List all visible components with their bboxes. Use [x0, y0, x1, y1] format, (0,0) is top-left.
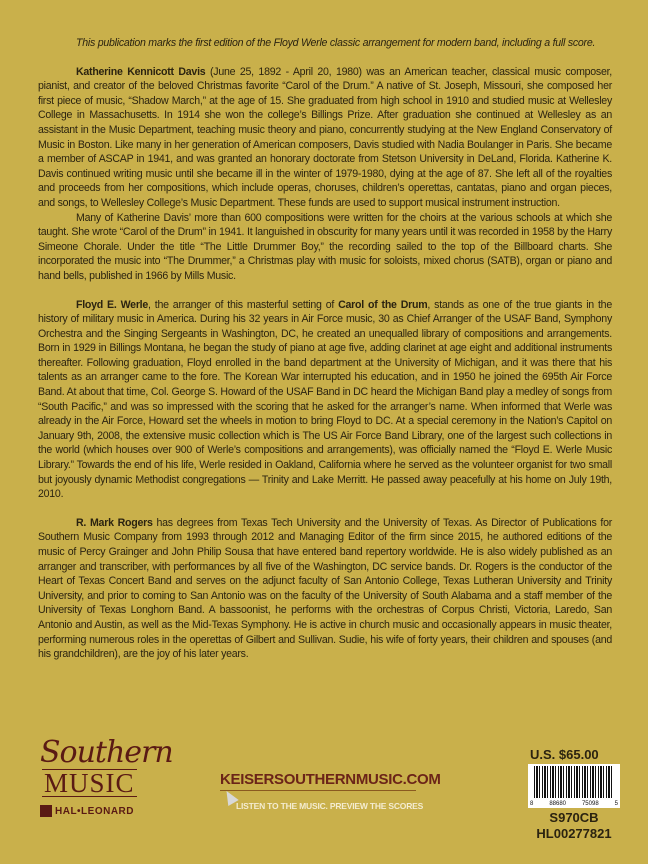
website-link[interactable]: KEISERSOUTHERNMUSIC.COM: [220, 771, 416, 791]
davis-bio-text: (June 25, 1892 - April 20, 1980) was an American teacher, classical music composer, pianist, and creator of the beloved Christmas favorite “Carol of the Drum.” A native of St. Joseph, Missouri, she composed her first piece of music, “Shadow March,” at the age of 15. She graduated from high school in 1910 and studied music at Wellesley College in Massachusetts. In 1914 she won the college’s Billings Prize. After graduation she continued at Wellesley as an assistant in the Music Department, teaching music theory and piano, concurrently studying at the New England Conservatory of Music in Boston. Like many in her generation of American composers, Davis studied with Nadia Boulanger in Paris. She became a member of ASCAP in 1941, and was granted an honorary doctorate from Stetson University in DeLand, Florida. Katherine K. Davis continued writing music until she became ill in the winter of 1979-1980, dying at the age of 87. She left all of the royalties and proceeds from her compositions, which include operas, choruses, children’s operettas, cantatas, piano and organ pieces, and songs, to Wellesley College’s Music Department. These funds are used to support musical instrument instruction.: [38, 65, 612, 209]
work-title: Carol of the Drum: [338, 298, 428, 311]
intro-note: This publication marks the first edition of the Floyd Werle classic arrangement for modern band, including a full score.: [76, 37, 596, 49]
logo-hal: HAL•LEONARD: [55, 805, 134, 817]
barcode-digit: 88680: [549, 801, 566, 807]
catalog-number: S970CB: [549, 810, 599, 825]
southern-music-logo: [38, 735, 173, 825]
werle-name: Floyd E. Werle: [76, 298, 149, 311]
davis-bio-2: Many of Katherine Davis’ more than 600 compositions were written for the choirs at the various schools at which she taught. She wrote “Carol of the Drum” in 1941. It languished in obscurity for many years until it was recorded in 1958 by the Harry Simeone Chorale. Under the title “The Little Drummer Boy,” the recording sailed to the top of the Billboard charts. She incorporated the music into “The Drummer,” a Christmas play with music for soloists, mixed chorus (SATB), organ or piano and hand bells, published in 1966 by Mills Music.: [38, 211, 612, 282]
barcode-digit: 5: [614, 801, 618, 807]
tagline: LISTEN TO THE MUSIC. PREVIEW THE SCORES: [236, 801, 424, 811]
price: U.S. $65.00: [530, 747, 599, 762]
rogers-bio: [38, 516, 612, 662]
barcode-bars: [534, 766, 614, 798]
rogers-name: R. Mark Rogers: [76, 516, 153, 529]
logo-southern: Southern: [40, 735, 173, 770]
barcode-number: [530, 801, 618, 807]
hl-number: HL00277821: [536, 826, 612, 841]
davis-bio: [38, 65, 612, 211]
rogers-bio-text: has degrees from Texas Tech University and the University of Texas. As Director of Publications for Southern Music Company from 1993 through 2012 and Managing Editor of the firm since 2015, he authored editions of the music of Percy Grainger and John Philip Sousa that have entered band repertory worldwide. He is also widely published as an arranger and transcriber, with performances by all five of the Washington, DC service bands. Dr. Rogers is the conductor of the Heart of Texas Concert Band and serves on the adjunct faculty of San Antonio College, Texas Lutheran University and Trinity University, and prior to coming to San Antonio was on the faculty of the University of South Alabama and a staff member of the University of Texas Longhorn Band. A bassoonist, he performs with the orchestras of Corpus Christi, Victoria, Laredo, San Antonio and Austin, as well as the Mid-Texas Symphony. He is active in church music and occasionally appears in music theater, performing numerous roles in the operettas of Gilbert and Sullivan. Sudie, his wife of forty years, their children and spouses (and his grandchildren), are the joy of his later years.: [38, 516, 612, 661]
werle-bio: [38, 298, 612, 502]
davis-name: Katherine Kennicott Davis: [76, 65, 206, 78]
hal-leonard-mark-icon: [40, 805, 52, 817]
barcode-digit: 8: [530, 801, 534, 807]
barcode: [528, 764, 620, 808]
werle-text-a: , the arranger of this masterful setting of: [148, 298, 339, 311]
barcode-digit: 75098: [581, 801, 599, 807]
hal-leonard-logo: [40, 805, 134, 817]
logo-music: MUSIC: [44, 768, 135, 798]
body-text: [38, 36, 612, 662]
werle-text-b: , stands as one of the true giants in the history of military music in America. During his 32 years in Air Force music, 30 as Chief Arranger of the USAF Band, Symphony Orchestra and the Singing Sergeants in Washington, DC, he created an unequalled library of compositions and arrangements. Born in 1929 in Billings Montana, he began the study of piano at age five, adding clarinet at age eight and additional instruments thereafter. Following graduation, Floyd enrolled in the band department at the University of Michigan, and it was there that his talents as an arranger came to the fore. The Korean War interrupted his education, and in 1950 he joined the 695th Air Force Band. At about that time, Col. George S. Howard of the USAF Band in DC heard the Michigan Band play a medley of songs from “South Pacific,” and was so impressed with the scoring that he asked for the arranger’s name. When informed that Werle was already in the Air Force, Howard set the wheels in motion to bring Floyd to DC. At a special ceremony in the Nation’s Capitol on January 9th, 2008, the extensive music collection which is The US Air Force Band Library, one of the largest such collections in the world (which houses over 900 of Werle’s compositions and arrangements), was officially named the “Floyd E. Werle Music Library.” Towards the end of his life, Werle resided in Oakland, California where he served as the volunteer organist for two small but joyously dynamic Methodist congregations — Trinity and Lake Merritt. He passed away peacefully at his home on July 19th, 2010.: [38, 298, 612, 501]
